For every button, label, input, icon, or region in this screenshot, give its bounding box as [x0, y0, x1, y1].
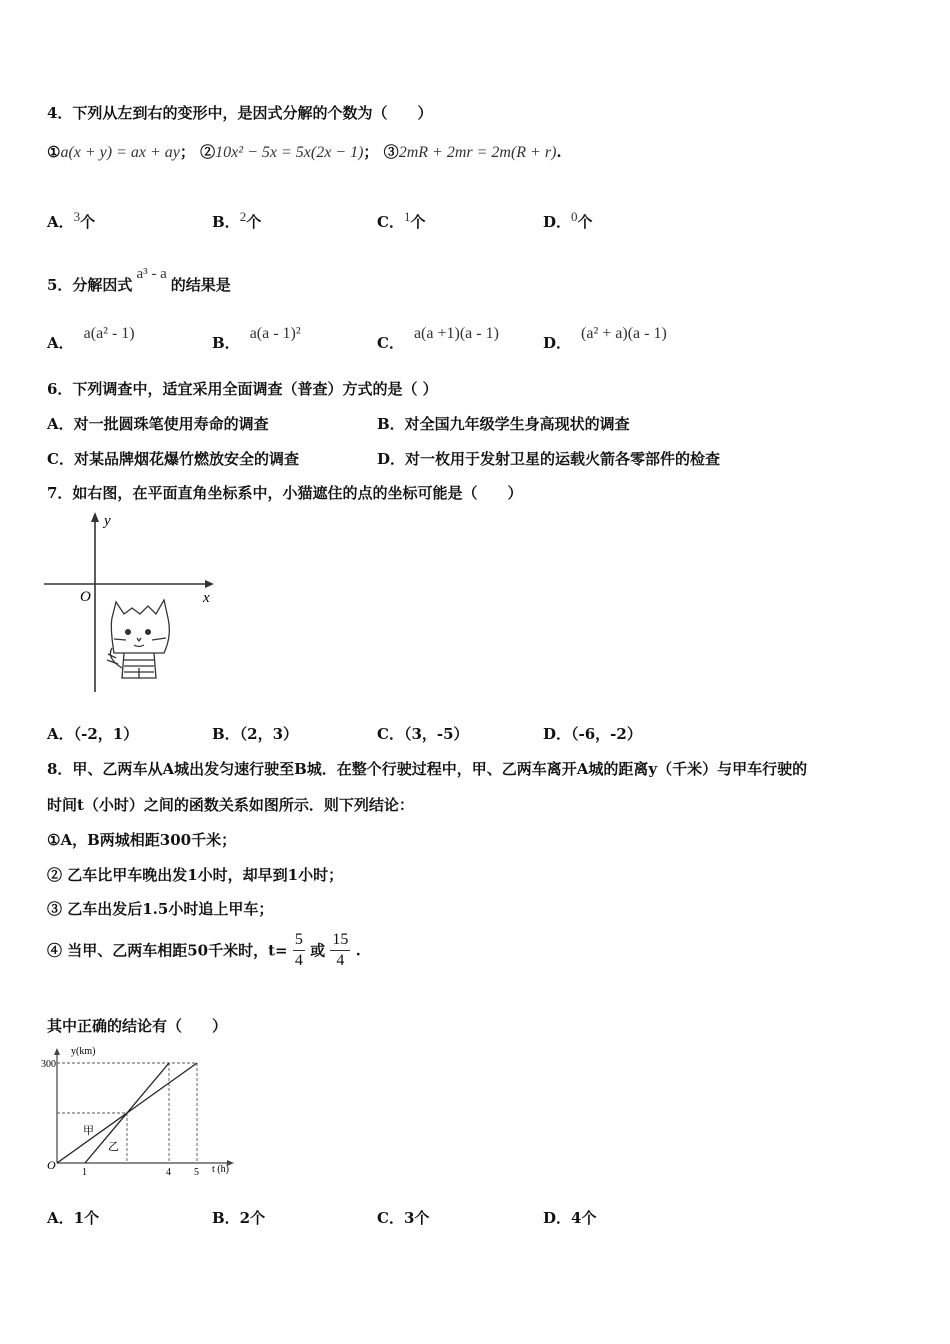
q5-option-a[interactable]: A．a(a² - 1) — [47, 325, 135, 352]
q6-option-c[interactable]: C．对某品牌烟花爆竹燃放安全的调查 — [47, 450, 299, 468]
y-axis-label: y(km) — [71, 1046, 96, 1057]
q5-option-d[interactable]: D．(a² + a)(a - 1) — [543, 325, 667, 352]
q8-conclusion-3: ③ 乙车出发后1.5小时追上甲车； — [47, 900, 274, 918]
x-tick-label: 5 — [194, 1167, 199, 1178]
y-axis-arrow-icon — [54, 1048, 60, 1055]
cat-icon — [107, 600, 169, 678]
q7-option-d[interactable]: D．（-6，-2） — [543, 725, 642, 743]
origin-label: O — [47, 1158, 56, 1172]
x-axis-arrow-icon — [205, 580, 214, 588]
x-axis-label: x — [203, 590, 210, 606]
q8-stem-line1: 8．甲、乙两车从A城出发匀速行驶至B城．在整个行驶过程中，甲、乙两车离开A城的距离y（千米）与甲车行驶的 — [47, 760, 808, 778]
q4-item-1-mark: ① — [47, 143, 61, 161]
q8-option-b[interactable]: B．2个 — [212, 1209, 266, 1227]
q7-option-c[interactable]: C．（3，-5） — [377, 725, 469, 743]
series-label-yi: 乙 — [108, 1141, 119, 1153]
q7-option-a[interactable]: A．（-2，1） — [47, 725, 139, 743]
q8-option-a[interactable]: A．1个 — [47, 1209, 100, 1227]
q4-item-1-expr: a(x + y) = ax + ay — [60, 144, 180, 161]
q7-stem: 7．如右图，在平面直角坐标系中，小猫遮住的点的坐标可能是（ ） — [47, 484, 523, 502]
q8-question: 其中正确的结论有（ ） — [47, 1017, 228, 1035]
x-tick-label: 4 — [166, 1167, 171, 1178]
q6-option-b[interactable]: B．对全国九年级学生身高现状的调查 — [377, 415, 630, 433]
q4-option-b[interactable]: B．$^2$个 — [212, 209, 262, 231]
q8-conclusion-2: ② 乙车比甲车晚出发1小时，却早到1小时； — [47, 866, 344, 884]
q5-stem: 5．分解因式a³ - a的结果是 — [47, 266, 231, 294]
q7-coordinate-figure — [44, 508, 224, 694]
q8-distance-time-chart — [40, 1042, 240, 1180]
q4-option-a[interactable]: A．$^3$个 — [47, 209, 96, 231]
fraction-15-4: $\frac{15}{4}$ — [332, 931, 349, 969]
q8-option-d[interactable]: D．4个 — [543, 1209, 597, 1227]
x-tick-label: 1 — [82, 1167, 87, 1178]
origin-label: O — [80, 589, 91, 605]
q6-stem: 6．下列调查中，适宜采用全面调查（普查）方式的是（ ） — [47, 380, 438, 398]
y-tick-label: 300 — [41, 1059, 56, 1070]
fraction-5-4: $\frac{5}{4}$ — [294, 931, 303, 969]
q4-item-3-mark: ③ — [383, 143, 399, 161]
q4-stem: 4．下列从左到右的变形中，是因式分解的个数为（ ） — [47, 104, 433, 122]
q8-conclusion-4: ④ 当甲、乙两车相距50千米时，t= $\frac{5}{4}$ 或 $\frac{15}{4}$ . — [47, 931, 361, 969]
q7-option-b[interactable]: B．（2，3） — [212, 725, 299, 743]
q4-option-d[interactable]: D．$^0$个 — [543, 209, 593, 231]
q4-item-2-mark: ② — [200, 143, 216, 161]
q8-stem-line2: 时间t（小时）之间的函数关系如图所示．则下列结论： — [47, 796, 414, 814]
q4-item-2-expr: 10x² − 5x = 5x(2x − 1) — [215, 144, 364, 161]
q4-item-3-sep: . — [556, 143, 562, 161]
q8-conclusion-1: ①A，B两城相距300千米； — [47, 831, 237, 849]
q6-option-a[interactable]: A．对一批圆珠笔使用寿命的调查 — [47, 415, 269, 433]
y-axis-label: y — [104, 513, 111, 529]
q8-option-c[interactable]: C．3个 — [377, 1209, 430, 1227]
q4-item-1-sep: ； — [179, 143, 195, 161]
q6-option-d[interactable]: D．对一枚用于发射卫星的运载火箭各零部件的检查 — [377, 450, 721, 468]
q4-items — [47, 141, 562, 162]
q4-item-3-expr: 2mR + 2mr = 2m(R + r) — [398, 144, 557, 161]
q4-option-c[interactable]: C．$^1$个 — [377, 209, 426, 231]
y-axis-arrow-icon — [91, 512, 99, 522]
q5-option-c[interactable]: C．a(a +1)(a - 1) — [377, 325, 499, 352]
q5-expr: a³ - a — [136, 266, 167, 282]
x-axis-label: t (h) — [212, 1164, 229, 1175]
series-label-jia: 甲 — [83, 1125, 94, 1137]
q4-item-2-sep: ； — [363, 143, 379, 161]
q5-option-b[interactable]: B．a(a - 1)² — [212, 325, 301, 352]
